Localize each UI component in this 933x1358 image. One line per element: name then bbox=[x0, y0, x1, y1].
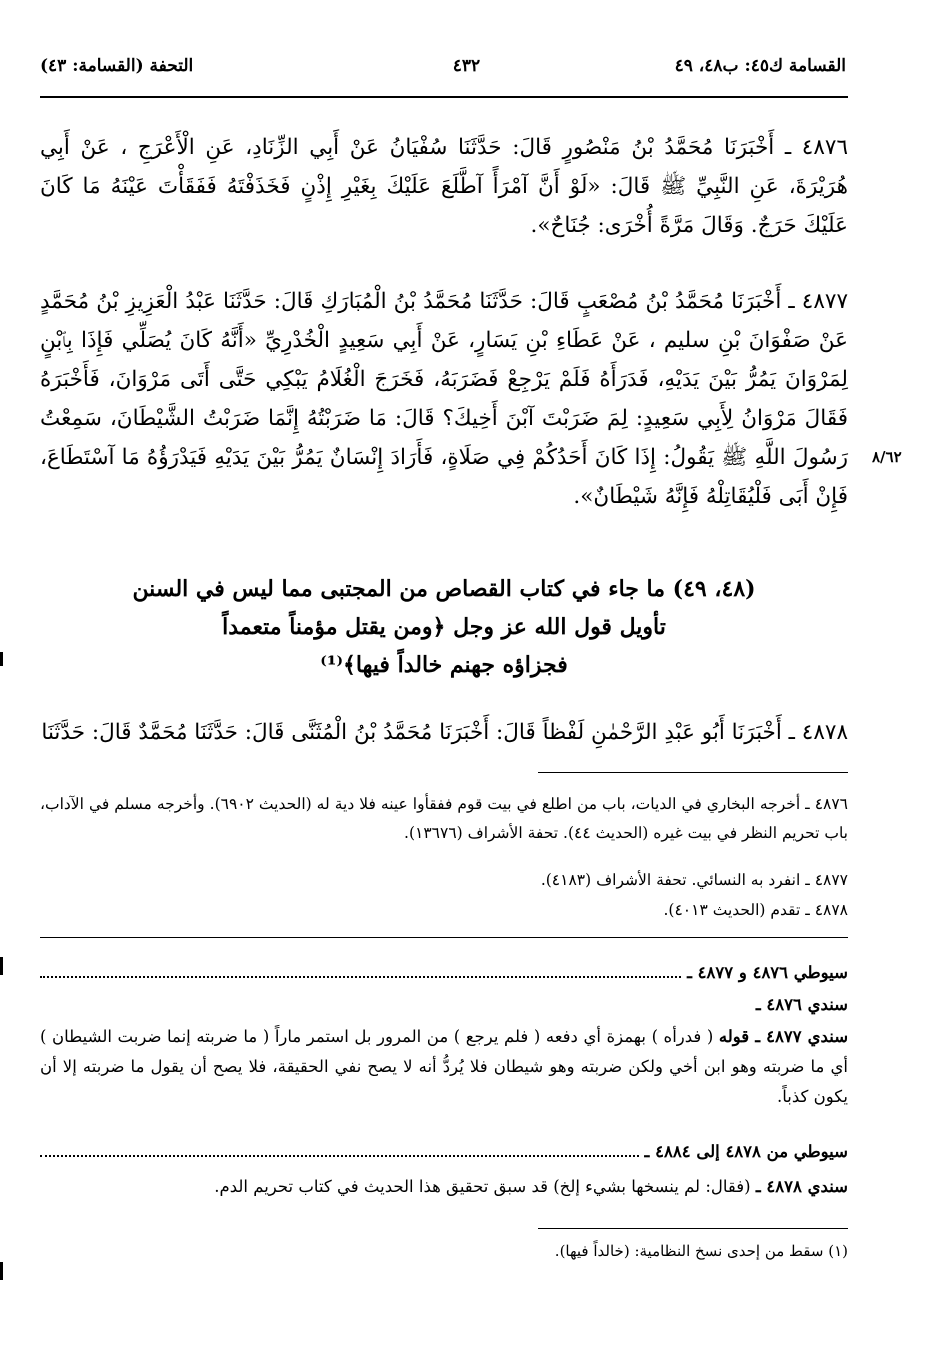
page-number: ٤٣٢ bbox=[452, 56, 481, 76]
commentary-rule bbox=[40, 937, 848, 938]
footnote-4876: ٤٨٧٦ ـ أخرجه البخاري في الديات، باب من اطلع في بيت قوم ففقأوا عينه فلا دية له (الحديث ٦٩٠٢). وأخرجه مسلم في الآداب، باب تحريم النظر في بيت غيره (الحديث ٤٤). تحفة الأشراف (١٣٦٧٦). bbox=[40, 795, 848, 842]
commentary-sindi-4878 bbox=[40, 1172, 848, 1202]
footnote-rule bbox=[538, 772, 848, 773]
commentary-sindi-4876: سندي ٤٨٧٦ ـ bbox=[755, 995, 848, 1014]
commentary-text: ( فدرأه ) بهمزة أي دفعه ( فلم يرجع ) من المرور بل استمر ماراً ( ما ضربته إنما ضربت الشيطان ) أي ما ضربته وهو ابن أخي ولكن ضربته وهو شيطان فلا يُردُّ أنه لا يصح نفي الحقيقة، فلا يصح أن يقول ما ضربته إلا أن يكون كذباً. bbox=[40, 1027, 848, 1106]
hadith-4877 bbox=[40, 282, 848, 516]
chapter-title-line-3: فجزاؤه جهنم خالداً فيها﴾⁽¹⁾ bbox=[320, 652, 568, 678]
chapter-title-line-1: (٤٨، ٤٩) ما جاء في كتاب القصاص من المجتبى مما ليس في السنن bbox=[132, 576, 756, 602]
margin-volume-ref: ٨/٦٢ bbox=[872, 448, 902, 466]
chapter-heading bbox=[40, 570, 848, 684]
commentary-sindi-4877 bbox=[40, 1022, 848, 1112]
commentary-suyuti-4876-4877 bbox=[40, 958, 848, 988]
endnote-1: (١) سقط من إحدى نسخ النظامية: (خالداً فيها). bbox=[554, 1242, 848, 1260]
scan-edge-mark bbox=[0, 1262, 3, 1280]
dotted-leader bbox=[40, 1154, 639, 1157]
hadith-4876-text: ٤٨٧٦ ـ أَخْبَرَنَا مُحَمَّدُ بْنُ مَنْصُورٍ قَالَ: حَدَّثَنَا سُفْيَانُ عَنْ أَبِي الزِّنَادِ، عَنِ الْأَعْرَجِ ، عَنْ أَبِي هُرَيْرَةَ، عَنِ النَّبِيِّ ﷺ قَالَ: «لَوْ أَنَّ آمْرَأً آطَّلَعَ عَلَيْكَ بِغَيْرِ إِذْنٍ فَخَذَفْتَهُ فَفَقَأْتَ عَيْنَهُ مَا كَانَ عَلَيْكَ حَرَجٌ. وَقَالَ مَرَّةً أُخْرَى: جُنَاحٌ». bbox=[40, 135, 848, 238]
chapter-title-line-2: تأويل قول الله عز وجل ﴿ومن يقتل مؤمناً متعمداً bbox=[222, 614, 666, 640]
hadith-4877-text: ٤٨٧٧ ـ أَخْبَرَنَا مُحَمَّدُ بْنُ مُصْعَبٍ قَالَ: حَدَّثَنَا مُحَمَّدُ بْنُ الْمُبَارَكِ قَالَ: حَدَّثَنَا عَبْدُ الْعَزِيزِ بْنُ مُحَمَّدٍ عَنْ صَفْوَانَ بْنِ سليم ، عَنْ عَطَاءِ بْنِ يَسَارٍ، عَنْ أَبِي سَعِيدٍ الْخُدْرِيِّ «أَنَّهُ كَانَ يُصَلِّي فَإِذَا بِٱبْنٍ لِمَرْوَانَ يَمُرُّ بَيْنَ يَدَيْهِ، فَدَرَأَهُ فَلَمْ يَرْجِعْ فَضَرَبَهُ، فَخَرَجَ الْغُلَامُ يَبْكِي حَتَّى أَتَى مَرْوَانَ، فَأَخْبَرَهُ فَقَالَ مَرْوَانُ لِأَبِي سَعِيدٍ: لِمَ ضَرَبْتَ آبْنَ أَخِيكَ؟ قَالَ: مَا ضَرَبْتُهُ إِنَّمَا ضَرَبْتُ الشَّيْطَانَ، سَمِعْتُ رَسُولَ اللَّهِ ﷺ يَقُولُ: إِذَا كَانَ أَحَدُكُمْ فِي صَلَاةٍ، فَأَرَادَ إِنْسَانٌ يَمُرُّ بَيْنَ يَدَيْهِ فَيَدْرَؤُهُ مَا آسْتَطَاعَ، فَإِنْ أَبَى فَلْيُقَاتِلْهُ فَإِنَّهُ شَيْطَانٌ». bbox=[40, 289, 848, 509]
scan-edge-mark bbox=[0, 652, 3, 666]
hadith-4878-text: ٤٨٧٨ ـ أَخْبَرَنَا أَبُو عَبْدِ الرَّحْمٰنِ لَفْظاً قَالَ: أَخْبَرَنَا مُحَمَّدُ بْنُ الْمُثَنَّى قَالَ: حَدَّثَنَا مُحَمَّدٌ قَالَ: حَدَّثَنَا bbox=[41, 720, 848, 745]
commentary-label: سندي ٤٨٧٨ ـ bbox=[755, 1177, 848, 1196]
endnote-rule bbox=[538, 1228, 848, 1229]
footnote-4878: ٤٨٧٨ ـ تقدم (الحديث ٤٠١٣). bbox=[663, 901, 848, 919]
commentary-label: سندي ٤٨٧٧ ـ قوله bbox=[718, 1027, 849, 1046]
header-section-ref: القسامة ك٤٥: ب٤٨، ٤٩ bbox=[674, 56, 846, 76]
commentary-label: سيوطي من ٤٨٧٨ إلى ٤٨٨٤ ـ bbox=[644, 1142, 848, 1161]
hadith-4878 bbox=[40, 713, 848, 752]
commentary-suyuti-4878-4884 bbox=[40, 1137, 848, 1167]
header-tuhfa-ref: التحفة (القسامة: ٤٣) bbox=[40, 56, 194, 76]
hadith-4876 bbox=[40, 128, 848, 245]
dotted-leader bbox=[40, 975, 681, 978]
commentary-label: سيوطي ٤٨٧٦ و ٤٨٧٧ ـ bbox=[687, 963, 848, 982]
header-rule bbox=[40, 96, 848, 98]
footnote-4877: ٤٨٧٧ ـ انفرد به النسائي. تحفة الأشراف (٤١٨٣). bbox=[540, 871, 848, 889]
commentary-text: (فقال: لم ينسخها بشيء إلخ) قد سبق تحقيق هذا الحديث في كتاب تحريم الدم. bbox=[214, 1177, 751, 1196]
scan-edge-mark bbox=[0, 957, 3, 975]
